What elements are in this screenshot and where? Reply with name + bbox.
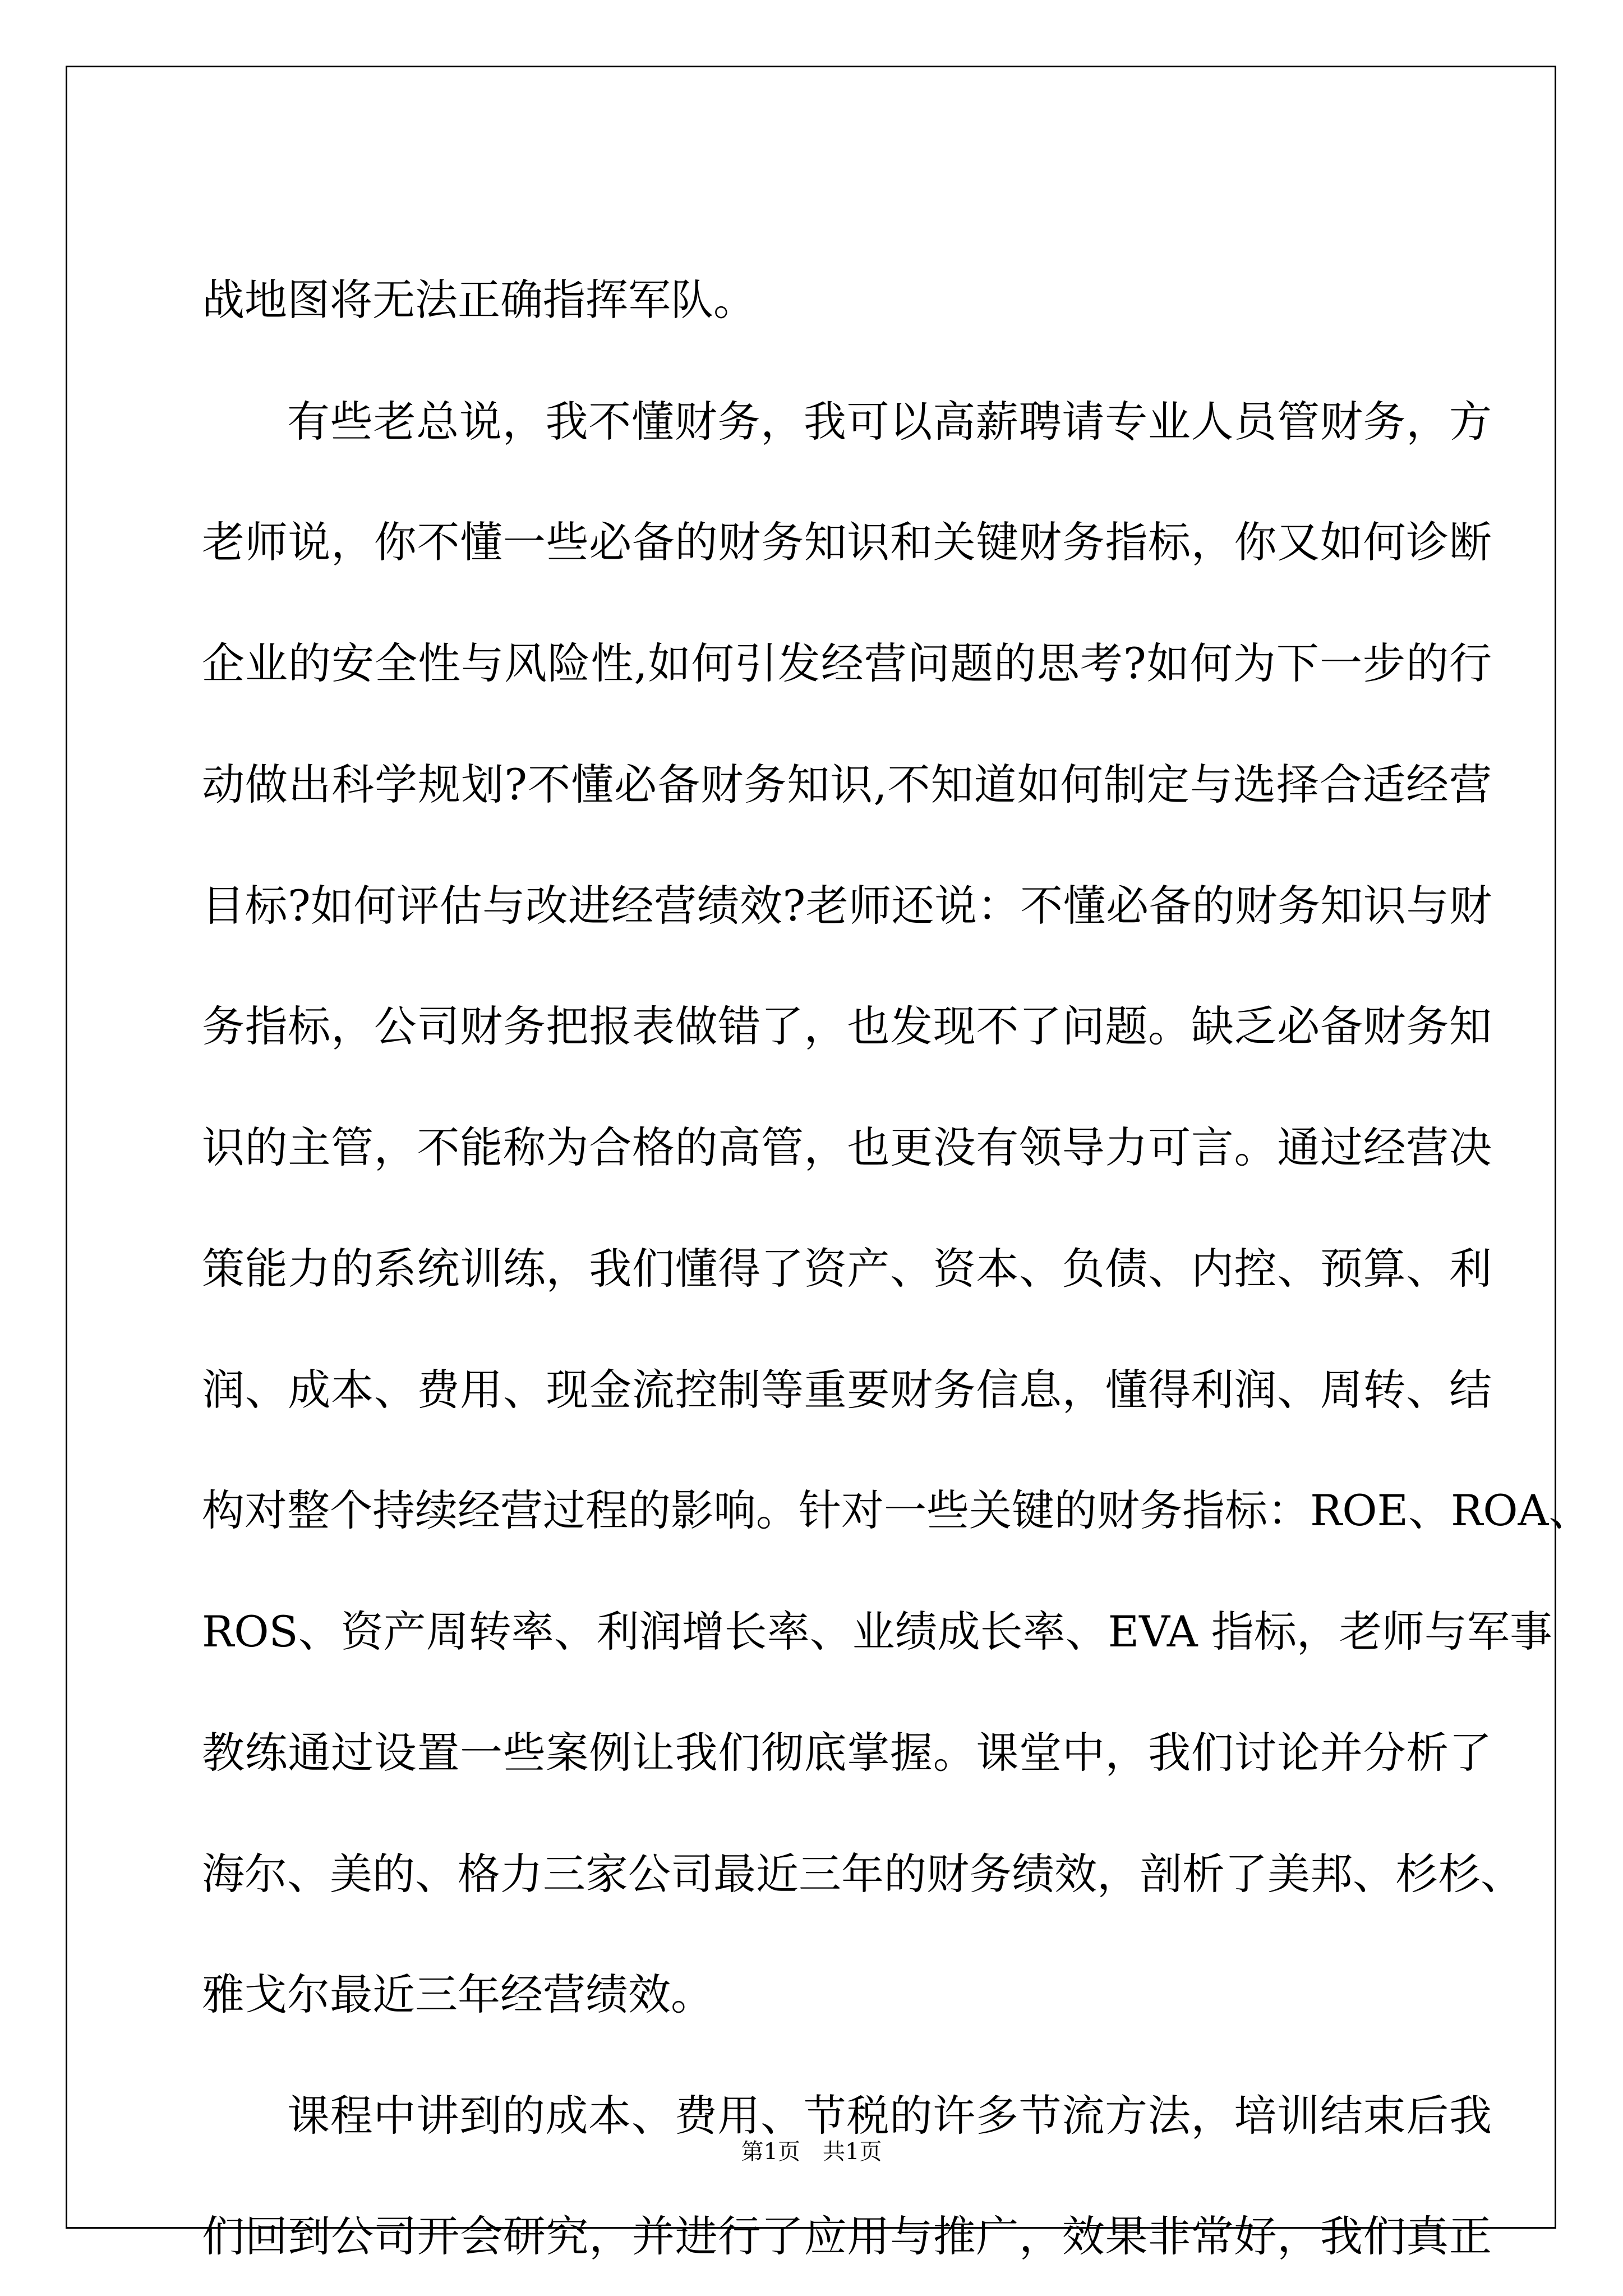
text-line-5: 动做出科学规划?不懂必备财务知识,不知道如何制定与选择合适经营 [202, 760, 1492, 809]
text-line-12: ROS、资产周转率、利润增长率、业绩成长率、EVA 指标，老师与军事 [202, 1607, 1552, 1657]
text-line-7: 务指标，公司财务把报表做错了，也发现不了问题。缺乏必备财务知 [202, 1001, 1492, 1051]
text-line-17: 们回到公司开会研究，并进行了应用与推广，效果非常好，我们真正 [202, 2211, 1492, 2261]
text-line-1: 战地图将无法正确指挥军队。 [202, 275, 756, 325]
text-line-8: 识的主管，不能称为合格的高管，也更没有领导力可言。通过经营决 [202, 1122, 1492, 1172]
page-body [67, 67, 1592, 2261]
text-line-10: 润、成本、费用、现金流控制等重要财务信息，懂得利润、周转、结 [202, 1365, 1492, 1415]
text-line-6: 目标?如何评估与改进经营绩效?老师还说：不懂必备的财务知识与财 [202, 881, 1492, 931]
text-line-14: 海尔、美的、格力三家公司最近三年的财务绩效，剖析了美邦、杉杉、 [202, 1849, 1523, 1899]
page-number: 第1页 [741, 2139, 800, 2165]
text-line-3: 老师说，你不懂一些必备的财务知识和关键财务指标，你又如何诊断 [202, 517, 1492, 567]
text-line-4: 企业的安全性与风险性,如何引发经营问题的思考?如何为下一步的行 [202, 638, 1492, 688]
page-footer [0, 2134, 1623, 2166]
text-line-9: 策能力的系统训练，我们懂得了资产、资本、负债、内控、预算、利 [202, 1244, 1492, 1294]
text-line-15: 雅戈尔最近三年经营绩效。 [202, 1970, 713, 2019]
page-total: 共1页 [823, 2139, 882, 2165]
text-line-11: 构对整个持续经营过程的影响。针对一些关键的财务指标：ROE、ROA、 [202, 1485, 1592, 1535]
text-line-2: 有些老总说，我不懂财务，我可以高薪聘请专业人员管财务，方 [287, 397, 1492, 447]
text-line-13: 教练通过设置一些案例让我们彻底掌握。课堂中，我们讨论并分析了 [202, 1728, 1492, 1778]
text-line-16: 课程中讲到的成本、费用、节税的许多节流方法，培训结束后我 [287, 2091, 1492, 2141]
page-frame [66, 66, 1592, 2261]
